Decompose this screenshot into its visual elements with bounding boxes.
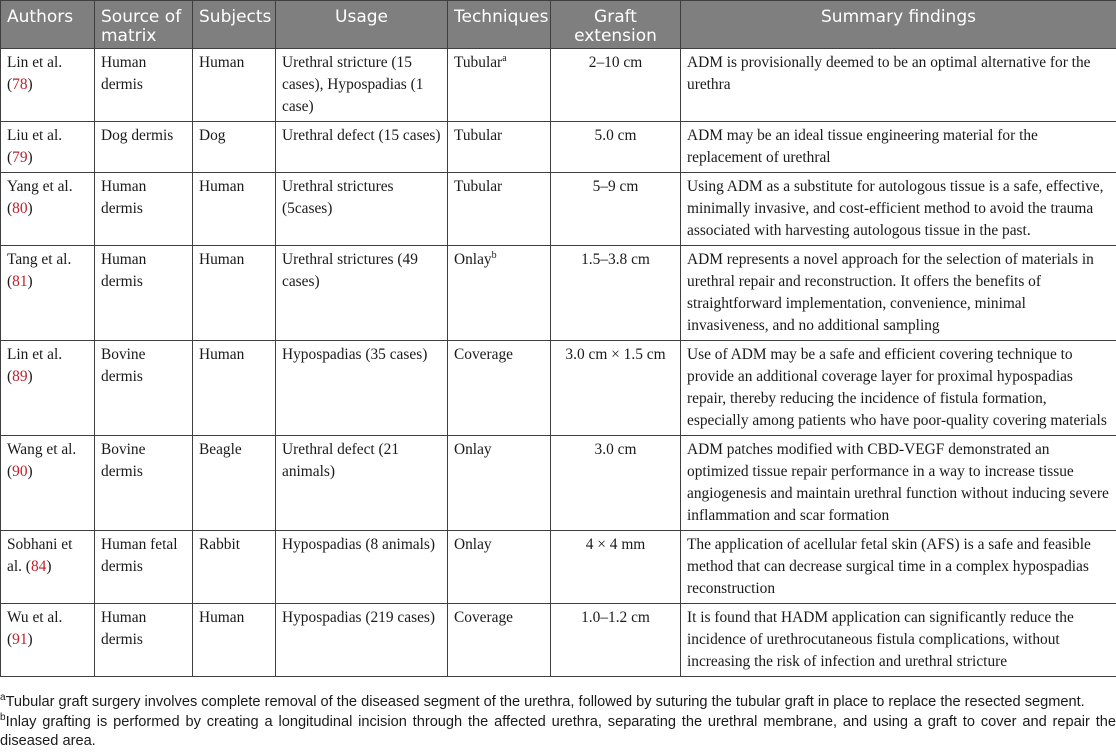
author-close: ) <box>27 368 33 385</box>
usage-cell: Urethral defect (15 cases) <box>276 122 448 173</box>
footnote-mark: a <box>502 53 507 64</box>
source-cell: Dog dermis <box>95 122 193 173</box>
subjects-cell: Human <box>193 49 276 122</box>
reference-link[interactable]: 78 <box>12 76 28 93</box>
reference-link[interactable]: 89 <box>12 368 28 385</box>
author-cell <box>1 122 95 173</box>
technique-name: Tubular <box>454 54 503 71</box>
technique-name: Coverage <box>454 346 513 363</box>
subjects-cell: Human <box>193 341 276 436</box>
technique-cell <box>448 604 551 677</box>
author-close: ) <box>27 273 33 290</box>
subjects-cell: Human <box>193 604 276 677</box>
extension-cell: 4 × 4 mm <box>551 531 681 604</box>
author-name: Yang et al. ( <box>7 178 73 217</box>
findings-cell: It is found that HADM application can significantly reduce the incidence of urethrocutaneous fistula complications, without increasing the risk of infection and urethral stricture <box>681 604 1116 677</box>
author-name: Lin et al. ( <box>7 346 63 385</box>
findings-cell: ADM is provisionally deemed to be an optimal alternative for the urethra <box>681 49 1116 122</box>
footnotes <box>0 693 1116 752</box>
reference-link[interactable]: 91 <box>12 631 28 648</box>
usage-cell: Hypospadias (8 animals) <box>276 531 448 604</box>
footnote-mark: a <box>0 692 6 703</box>
table-header <box>1 1 1116 49</box>
findings-cell: Using ADM as a substitute for autologous tissue is a safe, effective, minimally invasive, and cost-efficient method to avoid the trauma associated with harvesting autologous tissue in the past. <box>681 173 1116 246</box>
usage-cell: Urethral stricture (15 cases), Hypospadias (1 case) <box>276 49 448 122</box>
author-name: Liu et al. ( <box>7 127 63 166</box>
author-name: Wu et al. ( <box>7 609 63 648</box>
reference-link[interactable]: 81 <box>12 273 28 290</box>
column-header-source: Source of matrix <box>95 1 193 49</box>
reference-link[interactable]: 84 <box>30 558 47 575</box>
author-cell <box>1 604 95 677</box>
usage-cell: Urethral strictures (5cases) <box>276 173 448 246</box>
source-cell: Human dermis <box>95 173 193 246</box>
findings-cell: The application of acellular fetal skin (AFS) is a safe and feasible method that can decrease surgical time in a complex hypospadias reconstruction <box>681 531 1116 604</box>
author-close: ) <box>46 558 52 575</box>
technique-name: Tubular <box>454 127 503 144</box>
author-cell <box>1 49 95 122</box>
column-header-usage: Usage <box>276 1 448 49</box>
author-cell <box>1 173 95 246</box>
author-close: ) <box>27 463 33 480</box>
technique-name: Onlay <box>454 251 492 268</box>
footnote-mark: b <box>491 250 497 261</box>
author-cell <box>1 246 95 341</box>
extension-cell: 1.0–1.2 cm <box>551 604 681 677</box>
extension-cell: 5–9 cm <box>551 173 681 246</box>
findings-cell: ADM represents a novel approach for the selection of materials in urethral repair and reconstruction. It offers the benefits of straightforward implementation, convenience, minimal invasiveness, and no additional sampling <box>681 246 1116 341</box>
column-header-subjects: Subjects <box>193 1 276 49</box>
technique-cell <box>448 173 551 246</box>
technique-cell <box>448 122 551 173</box>
author-name: Sobhani et al. ( <box>7 536 73 575</box>
author-cell <box>1 436 95 531</box>
source-cell: Human dermis <box>95 49 193 122</box>
subjects-cell: Rabbit <box>193 531 276 604</box>
reference-link[interactable]: 80 <box>12 200 28 217</box>
findings-cell: ADM patches modified with CBD-VEGF demonstrated an optimized tissue repair performance in a way to increase tissue angiogenesis and maintain urethral function without inducing severe inflammation and scar formation <box>681 436 1116 531</box>
source-cell: Human dermis <box>95 604 193 677</box>
table-row <box>1 341 1116 436</box>
technique-name: Tubular <box>454 178 503 195</box>
extension-cell: 3.0 cm <box>551 436 681 531</box>
table-row <box>1 436 1116 531</box>
footnote-b <box>0 713 1116 752</box>
footnote-a <box>0 693 1116 713</box>
extension-cell: 5.0 cm <box>551 122 681 173</box>
author-close: ) <box>27 631 33 648</box>
table-row <box>1 246 1116 341</box>
extension-cell: 3.0 cm × 1.5 cm <box>551 341 681 436</box>
author-name: Tang et al. ( <box>7 251 72 290</box>
technique-cell <box>448 531 551 604</box>
extension-cell: 2–10 cm <box>551 49 681 122</box>
column-header-graft-extension: Graft extension <box>551 1 681 49</box>
column-header-authors: Authors <box>1 1 95 49</box>
reference-link[interactable]: 90 <box>12 463 28 480</box>
technique-cell <box>448 341 551 436</box>
author-close: ) <box>27 149 33 166</box>
author-name: Lin et al. ( <box>7 54 63 93</box>
technique-name: Coverage <box>454 609 513 626</box>
table-row <box>1 49 1116 122</box>
source-cell: Human dermis <box>95 246 193 341</box>
usage-cell: Hypospadias (219 cases) <box>276 604 448 677</box>
findings-cell: Use of ADM may be a safe and efficient covering technique to provide an additional coverage layer for proximal hypospadias repair, thereby reducing the incidence of fistula formation, especially among patients who have poor-quality covering materials <box>681 341 1116 436</box>
table-row <box>1 173 1116 246</box>
usage-cell: Urethral strictures (49 cases) <box>276 246 448 341</box>
table-body <box>1 49 1116 677</box>
author-close: ) <box>27 200 33 217</box>
footnote-mark: b <box>0 711 6 723</box>
author-cell <box>1 341 95 436</box>
source-cell: Bovine dermis <box>95 436 193 531</box>
subjects-cell: Beagle <box>193 436 276 531</box>
column-header-techniques: Techniques <box>448 1 551 49</box>
footnote-text: Inlay grafting is performed by creating a longitudinal incision through the affected urethra, separating the urethral membrane, and using a graft to cover and repair the diseased area. <box>0 713 1116 749</box>
subjects-cell: Dog <box>193 122 276 173</box>
extension-cell: 1.5–3.8 cm <box>551 246 681 341</box>
author-close: ) <box>27 76 33 93</box>
source-cell: Human fetal dermis <box>95 531 193 604</box>
table-row <box>1 122 1116 173</box>
author-name: Wang et al. ( <box>7 441 77 480</box>
column-header-summary: Summary findings <box>681 1 1116 49</box>
usage-cell: Hypospadias (35 cases) <box>276 341 448 436</box>
usage-cell: Urethral defect (21 animals) <box>276 436 448 531</box>
reference-link[interactable]: 79 <box>12 149 28 166</box>
findings-cell: ADM may be an ideal tissue engineering material for the replacement of urethral <box>681 122 1116 173</box>
subjects-cell: Human <box>193 246 276 341</box>
author-cell <box>1 531 95 604</box>
technique-cell <box>448 246 551 341</box>
technique-name: Onlay <box>454 441 492 458</box>
technique-name: Onlay <box>454 536 492 553</box>
subjects-cell: Human <box>193 173 276 246</box>
technique-cell <box>448 436 551 531</box>
source-cell: Bovine dermis <box>95 341 193 436</box>
table-row <box>1 531 1116 604</box>
technique-cell <box>448 49 551 122</box>
table-row <box>1 604 1116 677</box>
footnote-text: Tubular graft surgery involves complete removal of the diseased segment of the urethra, followed by suturing the tubular graft in place to replace the resected segment. <box>5 694 1085 710</box>
